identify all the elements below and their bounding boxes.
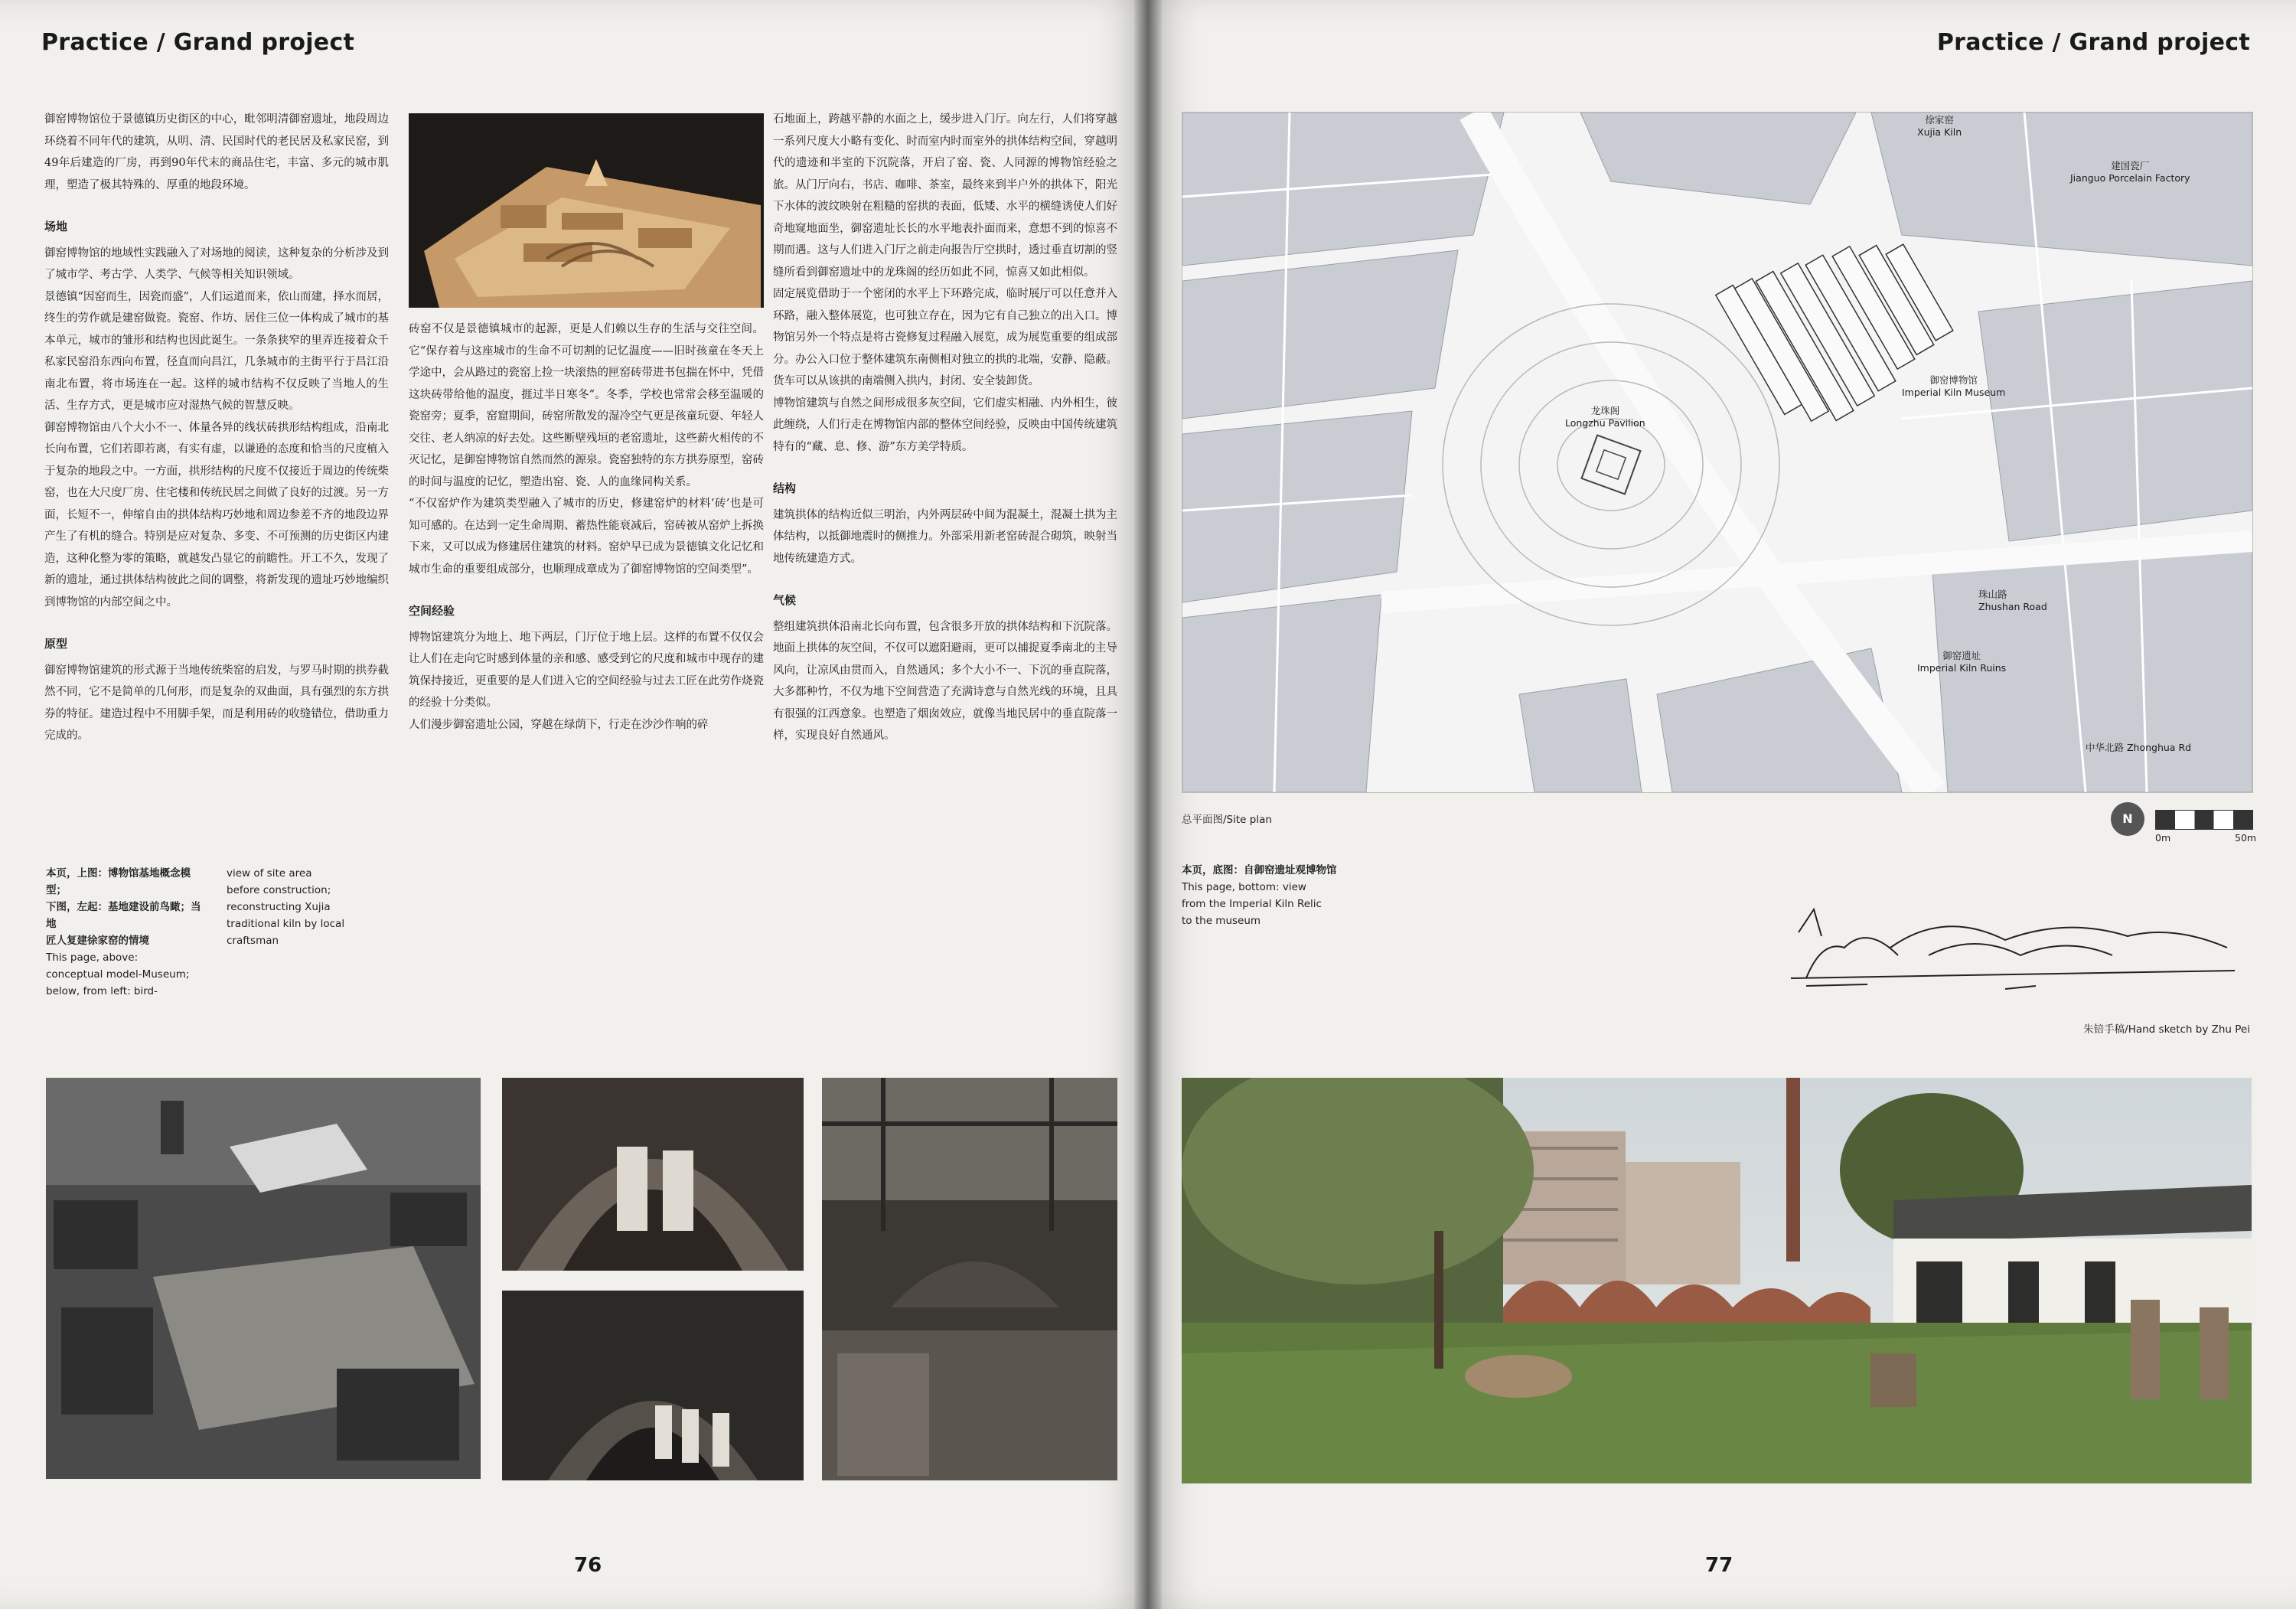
- text-column-2: [409, 318, 764, 736]
- map-label-museum: 御窑博物馆 Imperial Kiln Museum: [1902, 374, 2006, 398]
- col3-paragraph-2: 固定展览借助于一个密闭的水平上下环路完成，临时展厅可以任意并入环路，融入整体展览，也可独立存在，因为它有自己独立的出入口。博物馆另外一个特点是将古瓷修复过程融入展览，成为展览重要的组成部分。办公入口位于整体建筑东南侧相对独立的拱的北端，安静、隐蔽。货车可以从该拱的南端侧入拱内，封闭、安全装卸货。: [773, 288, 1117, 387]
- site-paragraph-1: 御窑博物馆的地域性实践融入了对场地的阅读，这种复杂的分析涉及到了城市学、考古学、人类学、气候等相关知识领域。: [44, 246, 389, 281]
- museum-view-drawing: [1182, 1078, 2252, 1483]
- heading-prototype: 原型: [44, 637, 68, 651]
- col3-paragraph-1: 石地面上，跨越平静的水面之上，缓步进入门厅。向左行，人们将穿越一系列尺度大小略有变化、时而室内时而室外的拱体结构空间，穿越明代的遗迹和半室的下沉院落，开启了窑、瓷、人同源的博物馆经验之旅。从门厅向右，书店、咖啡、茶室，最终来到半户外的拱体下，阳光下水体的波纹映射在粗糙的窑拱的表面，低矮、水平的横缝诱使人们好奇地窥地面坐，御窑遗址长长的水平地表扑面而来，意想不到的惊喜不期而遇。这与人们进入门厅之前走向报告厅空拱时，透过垂直切割的竖缝所看到御窑遗址中的龙珠阁的经历如此不同，惊喜又如此相似。: [773, 113, 1117, 279]
- left-caption-continued: [227, 865, 380, 949]
- site-plan-caption: 总平面图/Site plan: [1182, 814, 1272, 826]
- intro-paragraph: 御窑博物馆位于景德镇历史街区的中心，毗邻明清御窑遗址，地段周边环绕着不同年代的建筑，从明、清、民国时代的老民居及私家民窑，到49年后建造的厂房，再到90年代末的商品住宅，丰富、多元的城市肌理，塑造了极其特殊的、厚重的地段环境。: [44, 113, 389, 191]
- hand-sketch-drawing: [1776, 894, 2250, 1001]
- concept-model-drawing: [409, 113, 764, 308]
- kiln-builders-drawing: [502, 1078, 804, 1271]
- page-number-left: 76: [574, 1554, 602, 1577]
- map-label-jianguo-factory: 建国瓷厂 Jianguo Porcelain Factory: [2070, 160, 2190, 184]
- caption-en-b2: before construction;: [227, 884, 331, 896]
- scale-bar: [2155, 810, 2253, 830]
- caption-en-a2: conceptual model-Museum;: [46, 968, 190, 981]
- aerial-site-drawing: [46, 1078, 481, 1479]
- right-caption-en-3: to the museum: [1182, 915, 1261, 927]
- col2-paragraph-1: 砖窑不仅是景德镇城市的起源，更是人们赖以生存的生活与交往空间。它“保存着与这座城市的生命不可切割的记忆温度——旧时孩童在冬天上学途中，会从路过的瓷窑上捡一块滚热的匣窑砖带进书包揣在怀中，凭借这块砖带给他的温度，捱过半日寒冬”。冬季，学校也常常会移至温暖的瓷窑旁；夏季，窑窟期间，砖窑所散发的湿冷空气更是孩童玩耍、年轻人交往、老人纳凉的好去处。这些断壁残垣的老窑遗址，这些薪火相传的不灭记忆，是御窑博物馆自然而然的源泉。瓷窑独特的东方拱券原型，窑砖的时间与温度的记忆，塑造出窑、瓷、人的血缘同构关系。: [409, 323, 764, 488]
- book-gutter: [1134, 0, 1162, 1609]
- sketch-caption: 朱锫手稿/Hand sketch by Zhu Pei: [2083, 1023, 2250, 1036]
- kiln-interior-drawing: [502, 1291, 804, 1480]
- space-paragraph-2: 人们漫步御窑遗址公园，穿越在绿荫下，行走在沙沙作响的碎: [409, 718, 709, 731]
- heading-climate: 气候: [773, 593, 797, 607]
- map-label-longzhu-pavilion: 龙珠阁 Longzhu Pavilion: [1565, 405, 1645, 429]
- right-caption: [1182, 862, 1411, 929]
- kiln-builders-photo: [502, 1078, 804, 1271]
- north-arrow-icon: N: [2111, 802, 2144, 836]
- right-caption-en-2: from the Imperial Kiln Relic: [1182, 898, 1322, 910]
- caption-en-a3: below, from left: bird-: [46, 985, 158, 997]
- concept-model-photo: [409, 113, 764, 308]
- site-paragraph-2: 景德镇“因窑而生，因瓷而盛”，人们运道而来，依山而建，择水而居，终生的劳作就是建窑做瓷。瓷窑、作坊、居住三位一体构成了城市的基本单元，城市的雏形和结构也因此诞生。一条条狭窄的里弄连接着众千私家民窑沿东西向布置，径直而向昌江，几条城市的主街平行于昌江沿南北布置，将市场连在一起。这样的城市结构不仅反映了当地人的生活、生存方式，更是城市应对湿热气候的智慧反映。: [44, 290, 389, 412]
- heading-spatial-experience: 空间经验: [409, 604, 455, 618]
- left-caption: [46, 865, 207, 1000]
- aerial-site-photo: [46, 1078, 481, 1479]
- kiln-workshop-photo: [822, 1078, 1117, 1480]
- climate-paragraph: 整组建筑拱体沿南北长向布置，包含很多开放的拱体结构和下沉院落。地面上拱体的灰空间，不仅可以遮阳避雨，更可以捕捉夏季南北的主导风向，让凉风由贯而入，自然通风；多个大小不一、下沉的垂直院落，大多都种竹，不仅为地下空间营造了充满诗意与自然光线的环境，且具有很强的江西意象。也塑造了烟囱效应，就像当地民居中的垂直院落一样，实现良好自然通风。: [773, 620, 1117, 742]
- museum-view-photo: [1182, 1078, 2252, 1483]
- text-column-1: [44, 109, 389, 747]
- scale-end-label: 50m: [2235, 832, 2257, 844]
- map-label-road-2: 中华北路 Zhonghua Rd: [2086, 742, 2192, 753]
- caption-en-b5: craftsman: [227, 935, 279, 947]
- right-page-header: Practice / Grand project: [1936, 29, 2250, 56]
- map-label-xujia-kiln: 徐家窑 Xujia Kiln: [1917, 114, 1962, 138]
- prototype-paragraph: 御窑博物馆建筑的形式源于当地传统柴窑的启发，与罗马时期的拱券截然不同，它不是简单的几何形，而是复杂的双曲面，具有强烈的东方拱券的特征。建造过程中不用脚手架，而是利用砖的收缝错位，借助重力完成的。: [44, 664, 389, 742]
- caption-en-a1: This page, above:: [46, 951, 139, 964]
- col2-paragraph-2: “不仅窑炉作为建筑类型融入了城市的历史，修建窑炉的材料‘砖’也是可知可感的。在达到一定生命周期、蓄热性能衰减后，窑砖被从窑炉上拆换下来，又可以成为修建居住建筑的材料。窑炉早已成为景德镇文化记忆和城市生命的重要组成部分，也顺理成章成为了御窑博物馆的空间类型”。: [409, 498, 764, 576]
- caption-en-b3: reconstructing Xujia: [227, 901, 331, 913]
- caption-cn-line-3: 匠人复建徐家窑的情境: [46, 935, 149, 947]
- text-column-3: [773, 109, 1117, 747]
- right-caption-cn: 本页，底图：自御窑遗址观博物馆: [1182, 864, 1337, 876]
- page-number-right: 77: [1705, 1554, 1733, 1577]
- col3-paragraph-3: 博物馆建筑与自然之间形成很多灰空间，它们虚实相融、内外相生，彼此缠绕，人们行走在博物馆内部的整体空间经验，反映由中国传统建筑特有的“藏、息、修、游”东方美学特质。: [773, 397, 1117, 453]
- left-page-header: Practice / Grand project: [41, 29, 355, 56]
- caption-en-b1: view of site area: [227, 867, 312, 880]
- heading-structure: 结构: [773, 481, 797, 495]
- caption-cn-line-2: 下图，左起：基地建设前鸟瞰；当地: [46, 901, 201, 930]
- heading-site: 场地: [44, 220, 68, 233]
- kiln-interior-photo: [502, 1291, 804, 1480]
- site-paragraph-3: 御窑博物馆由八个大小不一、体量各异的线状砖拱形结构组成，沿南北长向布置，它们若即若离，有实有虚，以谦逊的态度和恰当的尺度植入于复杂的地段之中。一方面，拱形结构的尺度不仅接近于周边的传统柴窑，也在大尺度厂房、住宅楼和传统民居之间做了良好的过渡。另一方面，长短不一，伸缩自由的拱体结构巧妙地和周边参差不齐的地段边界产生了有机的缝合。特别是应对复杂、多变、不可预测的历史街区内建造，这种化整为零的策略，就越发凸显它的前瞻性。开工不久，发现了新的遗址，通过拱体结构彼此之间的调整，将新发现的遗址巧妙地编织到博物馆的内部空间之中。: [44, 421, 389, 609]
- site-plan-map: [1182, 112, 2253, 793]
- site-plan-drawing: [1182, 113, 2252, 792]
- scale-start-label: 0m: [2155, 832, 2171, 844]
- caption-en-b4: traditional kiln by local: [227, 918, 345, 930]
- structure-paragraph: 建筑拱体的结构近似三明治，内外两层砖中间为混凝土，混凝土拱为主体结构，以抵御地震时的侧推力。外部采用新老窑砖混合砌筑，映射当地传统建造方式。: [773, 508, 1117, 565]
- map-label-kiln-ruins: 御窑遗址 Imperial Kiln Ruins: [1917, 650, 2007, 674]
- space-paragraph-1: 博物馆建筑分为地上、地下两层，门厅位于地上层。这样的布置不仅仅会让人们在走向它时感到体量的亲和感、感受到它的尺度和城市中现存的建筑保持接近，更重要的是人们进入它的空间经验与过去工匠在此劳作烧瓷的经验十分类似。: [409, 631, 764, 709]
- right-caption-en-1: This page, bottom: view: [1182, 881, 1306, 893]
- caption-cn-line-1: 本页，上图：博物馆基地概念模型；: [46, 867, 191, 896]
- right-page: [1148, 0, 2296, 1609]
- kiln-workshop-drawing: [822, 1078, 1117, 1480]
- hand-sketch: [1776, 894, 2250, 1001]
- map-label-road: 珠山路 Zhushan Road: [1978, 589, 2047, 612]
